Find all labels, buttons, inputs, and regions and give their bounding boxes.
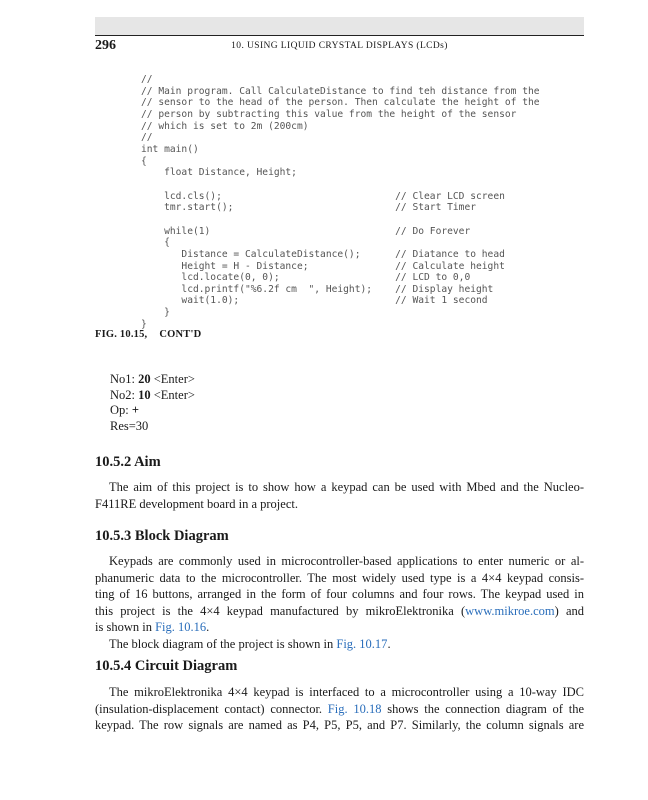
code-line: { <box>141 237 170 249</box>
circuit-diagram-paragraph <box>95 684 584 734</box>
running-head: 10. USING LIQUID CRYSTAL DISPLAYS (LCDs) <box>231 41 448 51</box>
code-line: { <box>141 155 147 167</box>
section-heading-aim: 10.5.2 Aim <box>95 454 161 470</box>
text-line: is shown in Fig. 10.16. <box>95 620 210 634</box>
figure-label-suffix: CONT'D <box>159 329 202 340</box>
text-line: phanumeric data to the microcontroller. The most widely used type is a 4×4 keypad consis- <box>95 570 584 585</box>
figure-label: FIG. 10.15, <box>95 329 148 340</box>
fig-10-17-link[interactable]: Fig. 10.17 <box>336 636 388 651</box>
code-line: // sensor to the head of the person. Then calculate the height of the <box>141 97 540 109</box>
section-heading-circuit-diagram: 10.5.4 Circuit Diagram <box>95 658 238 674</box>
fig-10-16-link[interactable]: Fig. 10.16 <box>155 620 207 634</box>
code-line: Distance = CalculateDistance(); // Diatance to head <box>141 248 505 260</box>
io-line: Res=30 <box>110 418 149 433</box>
code-line: // which is set to 2m (200cm) <box>141 120 309 132</box>
section-heading-block-diagram: 10.5.3 Block Diagram <box>95 528 229 544</box>
code-line: lcd.printf("%6.2f cm ", Height); // Display height <box>141 283 494 295</box>
aim-paragraph <box>95 479 584 512</box>
mikroe-website-link[interactable]: www.mikroe.com <box>465 603 555 618</box>
text-line: keypad. The row signals are named as P4, P5, P5, and P7. Similarly, the column signals are <box>95 718 584 732</box>
code-line: } <box>141 307 170 319</box>
code-line: } <box>141 318 147 330</box>
figure-caption <box>95 329 201 340</box>
io-line: Op: + <box>110 403 139 417</box>
code-line: // Main program. Call CalculateDistance to find teh distance from the <box>141 85 540 97</box>
text-line: The block diagram of the project is shown in Fig. 10.17. <box>109 636 391 651</box>
text-line: F411RE development board in a project. <box>95 496 298 511</box>
io-line: No2: 10 <Enter> <box>110 387 195 402</box>
code-line <box>141 179 540 191</box>
top-shaded-band <box>95 17 584 35</box>
text-line: this project is the 4×4 keypad manufactured by mikroElektronika (www.mikroe.com) and <box>95 603 584 618</box>
code-line: float Distance, Height; <box>141 167 297 179</box>
code-line <box>141 214 540 226</box>
code-line: Height = H - Distance; // Calculate height <box>141 260 505 272</box>
code-line: lcd.locate(0, 0); // LCD to 0,0 <box>141 272 471 284</box>
block-diagram-paragraph <box>95 553 584 652</box>
text-line: Keypads are commonly used in microcontroller-based applications to enter numeric or al- <box>109 554 584 568</box>
page-number: 296 <box>95 38 116 53</box>
code-line: // <box>141 132 153 144</box>
io-example <box>110 372 195 434</box>
text-line: (insulation-displacement contact) connector. Fig. 10.18 shows the connection diagram of the <box>95 701 584 716</box>
text-line: The mikroElektronika 4×4 keypad is interfaced to a microcontroller using a 10-way IDC <box>109 685 584 699</box>
code-line: // person by subtracting this value from the height of the sensor <box>141 108 517 120</box>
code-line: tmr.start(); // Start Timer <box>141 202 477 214</box>
header-rule <box>95 35 584 36</box>
fig-10-18-link[interactable]: Fig. 10.18 <box>327 701 382 716</box>
code-line: wait(1.0); // Wait 1 second <box>141 295 488 307</box>
text-line: The aim of this project is to show how a keypad can be used with Mbed and the Nucleo- <box>109 480 584 494</box>
text-line: ting of 16 buttons, arranged in the form of four columns and four rows. The keypad used in <box>95 587 584 601</box>
io-line: No1: 20 <Enter> <box>110 372 195 386</box>
code-line: int main() <box>141 143 199 155</box>
code-line: while(1) // Do Forever <box>141 225 471 237</box>
code-line: // <box>141 74 153 85</box>
code-listing <box>141 74 540 330</box>
code-line: lcd.cls(); // Clear LCD screen <box>141 190 505 202</box>
